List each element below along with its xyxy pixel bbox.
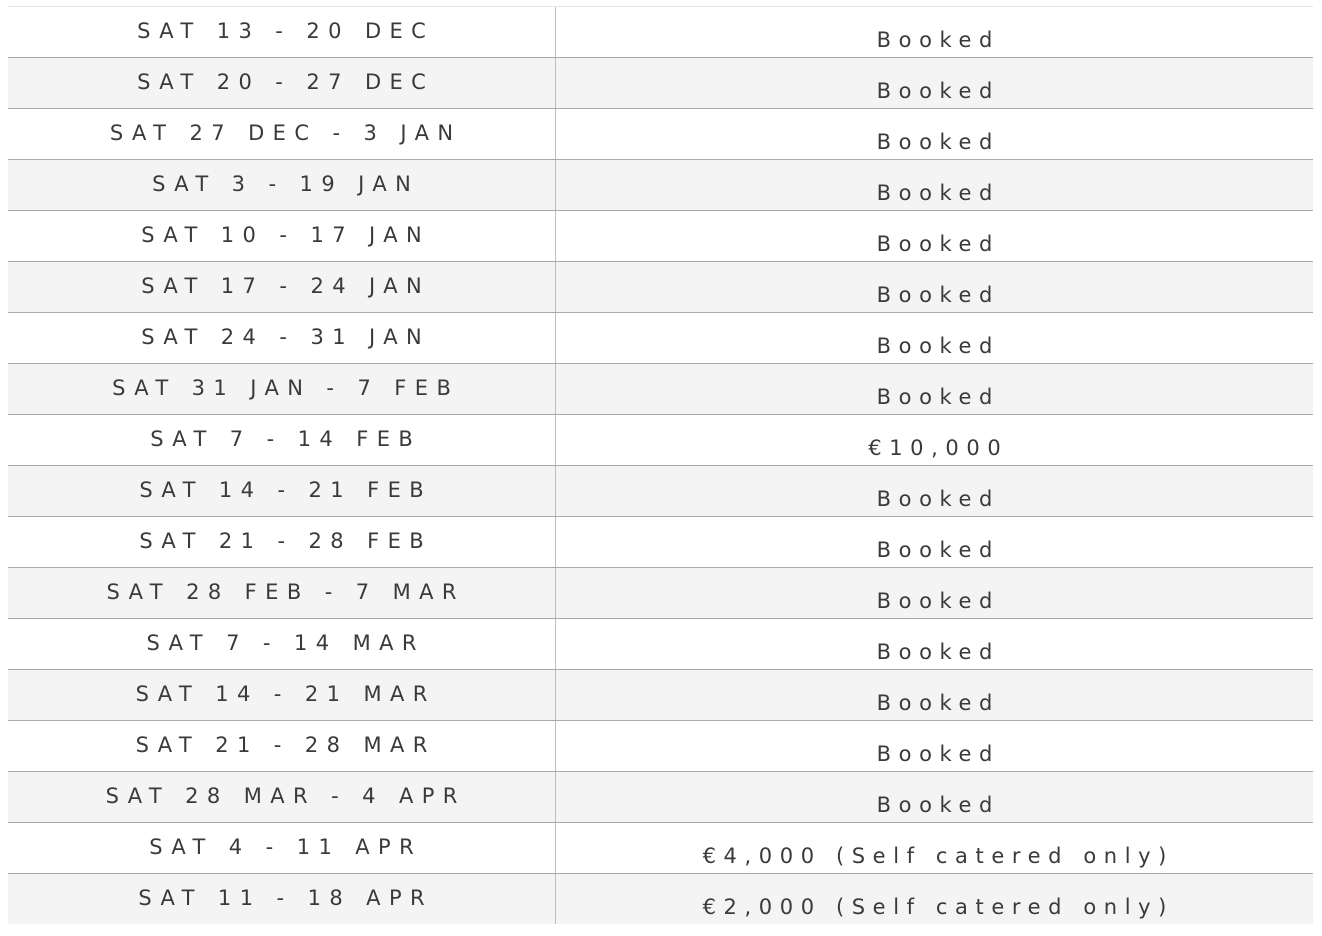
week-status: Booked	[876, 691, 1000, 715]
week-status: Booked	[876, 538, 1000, 562]
table-row	[8, 262, 1313, 313]
week-status: Booked	[876, 283, 1000, 307]
table-row	[8, 58, 1313, 109]
week-dates: SAT 7 - 14 FEB	[8, 415, 556, 465]
week-dates: SAT 17 - 24 JAN	[8, 262, 556, 312]
week-dates: SAT 28 MAR - 4 APR	[8, 772, 556, 822]
week-dates: SAT 27 DEC - 3 JAN	[8, 109, 556, 159]
table-row	[8, 772, 1313, 823]
table-row	[8, 619, 1313, 670]
week-status: €2,000 (Self catered only)	[702, 895, 1174, 919]
week-dates: SAT 3 - 19 JAN	[8, 160, 556, 210]
week-dates: SAT 28 FEB - 7 MAR	[8, 568, 556, 618]
table-row	[8, 109, 1313, 160]
week-status: Booked	[876, 130, 1000, 154]
week-dates: SAT 10 - 17 JAN	[8, 211, 556, 261]
table-row	[8, 568, 1313, 619]
week-status: Booked	[876, 640, 1000, 664]
week-status: Booked	[876, 28, 1000, 52]
week-dates: SAT 14 - 21 FEB	[8, 466, 556, 516]
table-row	[8, 415, 1313, 466]
rates-table	[8, 6, 1313, 924]
week-dates: SAT 21 - 28 MAR	[8, 721, 556, 771]
table-row	[8, 160, 1313, 211]
week-dates: SAT 13 - 20 DEC	[8, 7, 556, 57]
week-status: €10,000	[868, 436, 1009, 460]
table-row	[8, 874, 1313, 924]
week-status: Booked	[876, 742, 1000, 766]
table-row	[8, 670, 1313, 721]
table-row	[8, 7, 1313, 58]
week-status: Booked	[876, 181, 1000, 205]
week-dates: SAT 21 - 28 FEB	[8, 517, 556, 567]
table-row	[8, 211, 1313, 262]
week-dates: SAT 20 - 27 DEC	[8, 58, 556, 108]
table-row	[8, 721, 1313, 772]
week-dates: SAT 11 - 18 APR	[8, 874, 556, 924]
table-row	[8, 313, 1313, 364]
week-dates: SAT 24 - 31 JAN	[8, 313, 556, 363]
week-dates: SAT 14 - 21 MAR	[8, 670, 556, 720]
week-status: Booked	[876, 589, 1000, 613]
week-status: Booked	[876, 232, 1000, 256]
week-status: €4,000 (Self catered only)	[702, 844, 1174, 868]
table-row	[8, 466, 1313, 517]
week-status: Booked	[876, 79, 1000, 103]
table-row	[8, 364, 1313, 415]
week-dates: SAT 7 - 14 MAR	[8, 619, 556, 669]
table-row	[8, 823, 1313, 874]
week-status: Booked	[876, 487, 1000, 511]
week-status: Booked	[876, 793, 1000, 817]
week-status: Booked	[876, 385, 1000, 409]
week-status: Booked	[876, 334, 1000, 358]
week-dates: SAT 4 - 11 APR	[8, 823, 556, 873]
week-dates: SAT 31 JAN - 7 FEB	[8, 364, 556, 414]
table-row	[8, 517, 1313, 568]
